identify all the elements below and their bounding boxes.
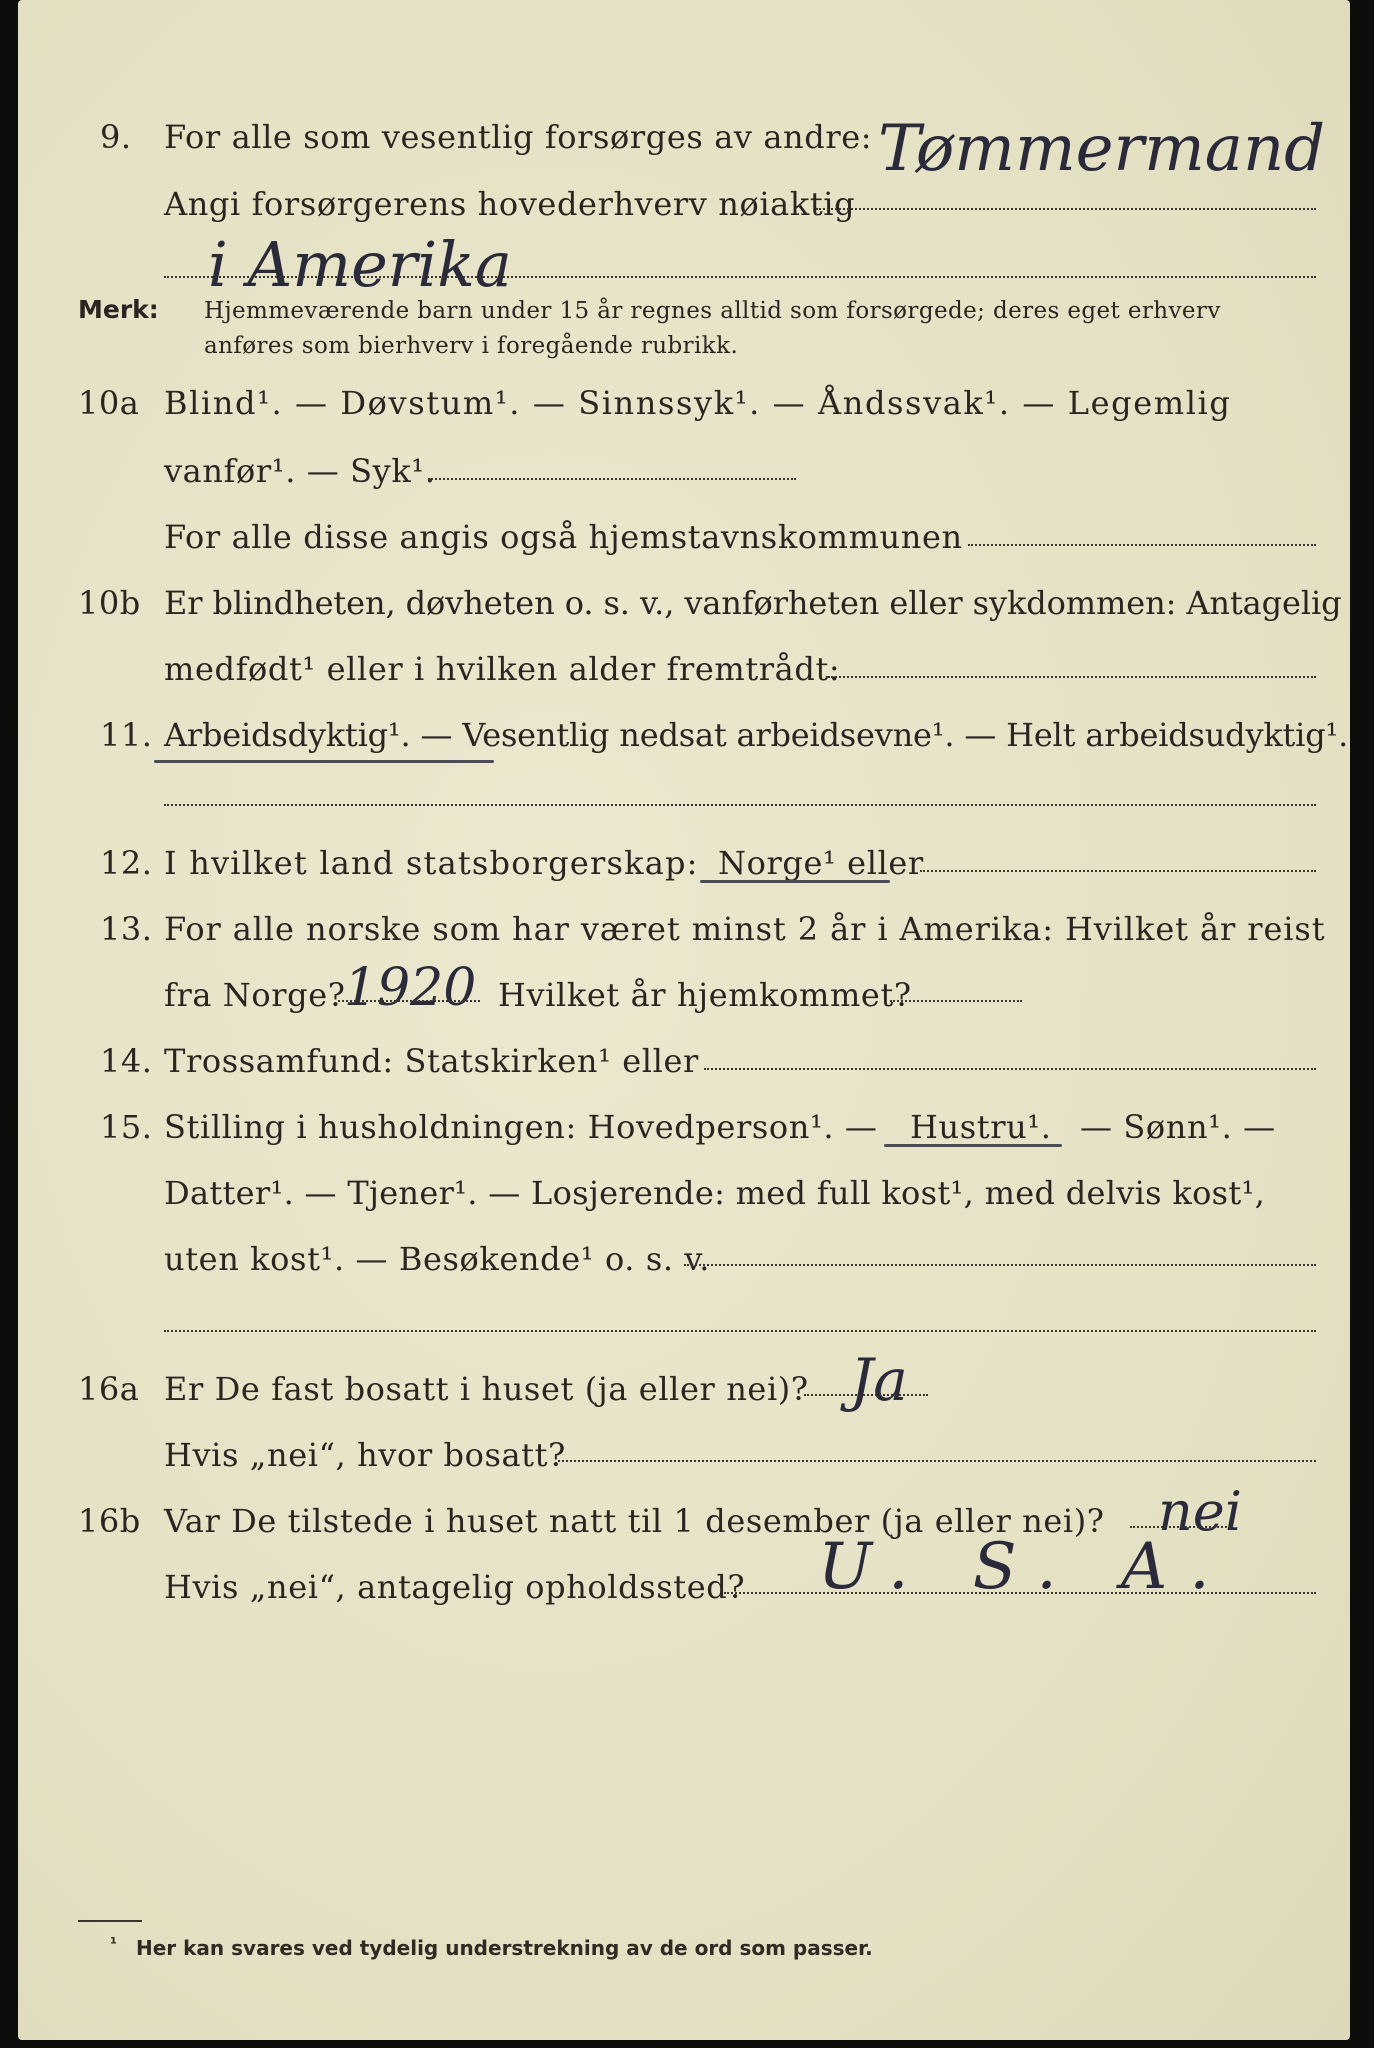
q16b-number: 16b bbox=[78, 1502, 141, 1540]
q15-line1-a: Stilling i husholdningen: Hovedperson¹. — bbox=[164, 1108, 878, 1146]
q15-answer-line-1 bbox=[684, 1264, 1316, 1266]
q10b-line1: Er blindheten, døvheten o. s. v., vanførheten eller sykdommen: Antagelig bbox=[164, 584, 1342, 622]
q13-line2-b: Hvilket år hjemkommet? bbox=[498, 976, 912, 1014]
census-form-page bbox=[18, 0, 1350, 2040]
q13-handwritten-year: 1920 bbox=[344, 958, 477, 1018]
q15-line1-c: — Sønn¹. — bbox=[1080, 1108, 1276, 1146]
q11-line1: Arbeidsdyktig¹. — Vesentlig nedsat arbeidsevne¹. — Helt arbeidsudyktig¹. bbox=[164, 716, 1349, 754]
q16b-handwritten-location: U. S. A. bbox=[818, 1530, 1232, 1604]
footnote-rule bbox=[78, 1920, 142, 1922]
merk-label: Merk: bbox=[78, 295, 159, 324]
q11-number: 11. bbox=[100, 716, 153, 754]
q10a-number: 10a bbox=[78, 384, 140, 422]
q10a-answer-line-2 bbox=[968, 544, 1316, 546]
q10b-answer-line bbox=[828, 676, 1316, 678]
q16a-number: 16a bbox=[78, 1370, 140, 1408]
q13-answer-line-return bbox=[890, 1000, 1022, 1002]
q13-line1: For alle norske som har været minst 2 år i Amerika: Hvilket år reist bbox=[164, 910, 1326, 948]
q15-number: 15. bbox=[100, 1108, 153, 1146]
q16a-answer-line bbox=[804, 1394, 928, 1396]
q15-line2: Datter¹. — Tjener¹. — Losjerende: med full kost¹, med delvis kost¹, bbox=[164, 1174, 1266, 1212]
q16a-handwritten-answer: Ja bbox=[850, 1346, 908, 1414]
q16b-line1: Var De tilstede i huset natt til 1 desember (ja eller nei)? bbox=[164, 1502, 1105, 1540]
q11-handwritten-underline-arbeidsdyktig bbox=[154, 760, 494, 763]
q10b-line2: medfødt¹ eller i hvilken alder fremtrådt: bbox=[164, 650, 841, 688]
q12-number: 12. bbox=[100, 844, 153, 882]
q13-answer-line-year bbox=[338, 1000, 480, 1002]
q9-line1: For alle som vesentlig forsørges av andre: bbox=[164, 118, 873, 156]
q13-number: 13. bbox=[100, 910, 153, 948]
q9-answer-line-2 bbox=[164, 276, 1316, 278]
q16a-line2: Hvis „nei“, hvor bosatt? bbox=[164, 1436, 566, 1474]
q9-handwritten-answer-place: i Amerika bbox=[208, 228, 512, 301]
footnote-text: Her kan svares ved tydelig understrekning av de ord som passer. bbox=[136, 1936, 873, 1960]
q10b-number: 10b bbox=[78, 584, 141, 622]
q12-answer-line bbox=[920, 870, 1316, 872]
q9-number: 9. bbox=[100, 118, 132, 156]
q10a-answer-line-1 bbox=[428, 478, 796, 480]
q10a-line2: vanfør¹. — Syk¹. bbox=[164, 452, 436, 490]
q15-answer-line-2 bbox=[164, 1330, 1316, 1332]
q9-handwritten-answer-occupation: Tømmermand bbox=[878, 112, 1326, 186]
merk-line1: Hjemmeværende barn under 15 år regnes alltid som forsørgede; deres eget erhverv bbox=[204, 298, 1221, 324]
q16a-residence-line bbox=[558, 1460, 1316, 1462]
footnote-mark: ¹ bbox=[110, 1934, 118, 1953]
q14-text: Trossamfund: Statskirken¹ eller bbox=[164, 1042, 699, 1080]
q15-option-hustru: Hustru¹. bbox=[910, 1108, 1052, 1146]
q16a-line1: Er De fast bosatt i huset (ja eller nei)? bbox=[164, 1370, 809, 1408]
q16b-answer-line bbox=[1130, 1526, 1230, 1528]
q9-line2: Angi forsørgerens hovederhverv nøiaktig bbox=[164, 185, 856, 223]
q11-answer-line bbox=[164, 804, 1316, 806]
q14-number: 14. bbox=[100, 1042, 153, 1080]
q12-text: I hvilket land statsborgerskap: bbox=[164, 844, 699, 882]
q15-handwritten-underline-hustru bbox=[884, 1144, 1062, 1147]
q10a-line3: For alle disse angis også hjemstavnskommunen bbox=[164, 518, 963, 556]
merk-line2: anføres som bierhverv i foregående rubrikk. bbox=[204, 333, 739, 359]
q12-option-norge: Norge¹ eller bbox=[718, 844, 924, 882]
q12-handwritten-underline-norge bbox=[700, 880, 890, 883]
q15-line3: uten kost¹. — Besøkende¹ o. s. v. bbox=[164, 1240, 711, 1278]
q10a-line1: Blind¹. — Døvstum¹. — Sinnssyk¹. — Åndssvak¹. — Legemlig bbox=[164, 384, 1232, 422]
q16b-handwritten-answer: nei bbox=[1158, 1480, 1243, 1543]
q16b-location-line bbox=[724, 1592, 1316, 1594]
q16b-line2: Hvis „nei“, antagelig opholdssted? bbox=[164, 1568, 746, 1606]
q9-answer-line-1 bbox=[816, 208, 1316, 210]
q14-answer-line bbox=[704, 1068, 1316, 1070]
q13-line2-a: fra Norge? bbox=[164, 976, 346, 1014]
